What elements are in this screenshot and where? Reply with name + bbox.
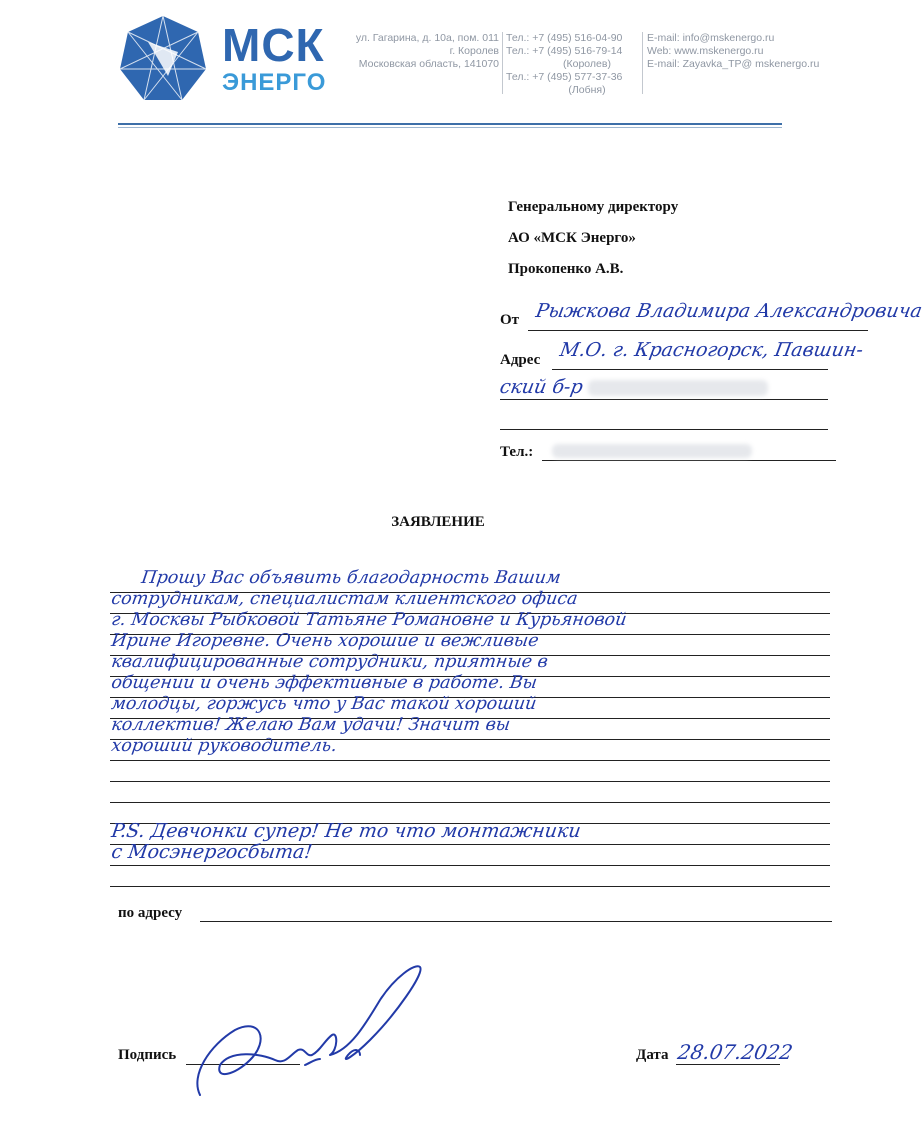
statement-line: г. Москвы Рыбковой Татьяне Романовне и Курьяновой [110, 610, 628, 630]
by-address-label: по адресу [118, 905, 183, 921]
company-address [334, 32, 499, 71]
phone-city: (Королев) [563, 58, 611, 70]
address-line-3 [500, 429, 828, 430]
rule-line [110, 865, 830, 866]
addressee-title: Генеральному директору [508, 199, 679, 215]
redacted-phone [552, 444, 752, 458]
phone-label: Тел.: [500, 444, 534, 460]
brand-name: МСК [222, 19, 325, 71]
ps-line: с Мосэнергосбыта! [110, 841, 314, 863]
address-value-1: М.О. г. Красногорск, Павшин- [558, 339, 865, 361]
web-line: Web: www.mskenergo.ru [647, 45, 764, 57]
phone-line [542, 460, 836, 461]
header-divider [502, 32, 503, 94]
rule-line [110, 886, 830, 887]
handwritten-signature [180, 955, 440, 1105]
email-line: E-mail: Zayavka_TP@ mskenergo.ru [647, 58, 820, 70]
rule-line [110, 760, 830, 761]
addressee-company: АО «МСК Энерго» [508, 230, 636, 246]
addressee-name: Прокопенко А.В. [508, 261, 624, 277]
address-line-2 [500, 399, 828, 400]
phone-line: Тел.: +7 (495) 516-79-14 [506, 45, 623, 57]
brand-subname: ЭНЕРГО [222, 69, 327, 96]
from-value: Рыжкова Владимира Александровича [534, 300, 924, 322]
address-line: г. Королев [449, 45, 499, 57]
statement-line: коллектив! Желаю Вам удачи! Значит вы [110, 715, 512, 735]
rule-line [110, 781, 830, 782]
header-divider [642, 32, 643, 94]
by-address-line [200, 921, 832, 922]
date-line [676, 1064, 780, 1065]
statement-line: Ирине Игоревне. Очень хорошие и вежливые [110, 631, 540, 651]
statement-line: Прошу Вас объявить благодарность Вашим [140, 568, 562, 588]
email-line: E-mail: info@mskenergo.ru [647, 32, 775, 44]
header-rule [118, 123, 782, 125]
redacted-address [588, 380, 768, 396]
statement-line: сотрудникам, специалистам клиентского офиса [110, 589, 579, 609]
company-contacts [647, 32, 847, 71]
address-line-1 [552, 369, 828, 370]
address-label: Адрес [500, 352, 541, 368]
statement-line: молодцы, горжусь что у Вас такой хороший [110, 694, 538, 714]
from-line [528, 330, 868, 331]
statement-line: общении и очень эффективные в работе. Вы [110, 673, 539, 693]
rule-line [110, 802, 830, 803]
address-value-2: ский б-р [498, 376, 585, 398]
signature-label: Подпись [118, 1047, 177, 1063]
phone-line: Тел.: +7 (495) 577-37-36 [506, 71, 623, 83]
company-logo [118, 14, 208, 104]
phone-city: (Лобня) [568, 84, 606, 96]
company-phones [506, 32, 638, 97]
date-value: 28.07.2022 [675, 1040, 795, 1064]
from-label: От [500, 312, 520, 328]
document-title: ЗАЯВЛЕНИЕ [391, 514, 485, 530]
phone-line: Тел.: +7 (495) 516-04-90 [506, 32, 623, 44]
statement-line: квалифицированные сотрудники, приятные в [110, 652, 550, 672]
ps-line: P.S. Девчонки супер! Не то что монтажники [110, 820, 583, 842]
date-label: Дата [636, 1047, 669, 1063]
address-line: Московская область, 141070 [358, 58, 499, 70]
statement-line: хороший руководитель. [110, 736, 339, 756]
address-line: ул. Гагарина, д. 10а, пом. 011 [355, 32, 499, 44]
header-rule-thin [118, 127, 782, 128]
